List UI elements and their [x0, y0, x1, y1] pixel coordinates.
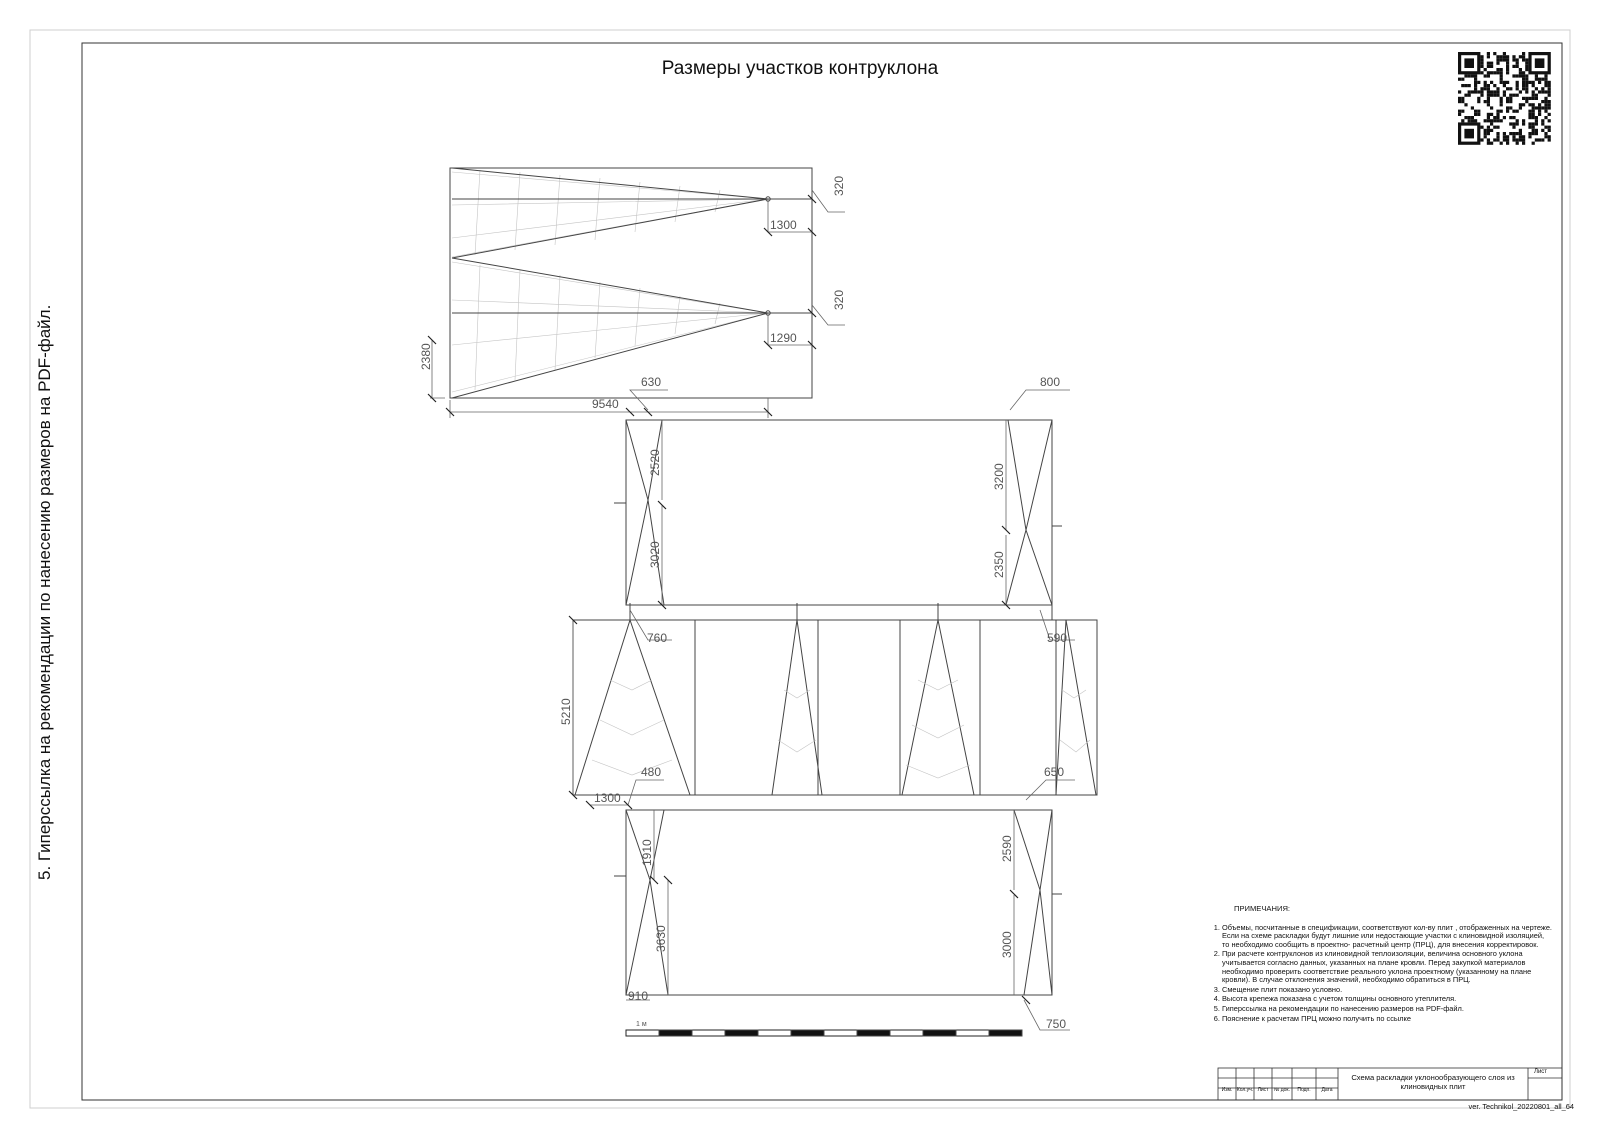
stamp-col-label: Изм. — [1221, 1087, 1233, 1093]
version-label: ver. Technikol_20220801_all_64 — [1468, 1102, 1574, 1111]
dim-480: 480 — [641, 765, 662, 779]
dimension-labels — [419, 176, 1067, 1031]
notes-block — [1208, 905, 1553, 1024]
bottom-section-outline — [626, 810, 1052, 995]
drain-stubs-2 — [614, 876, 1062, 894]
top-section-axes — [452, 199, 812, 313]
left-valley-1 — [626, 420, 664, 605]
dimension-ticks — [428, 195, 1030, 1004]
top-section-outline — [450, 168, 812, 398]
note-item: 1. Объемы, посчитанные в спецификации, соответствуют кол-ву плит , отображенных на чертеже. Если на схеме раскладки будут лишние или недостающие участки с клиновидной изоляцией, то необходимо сообщить в проектно- расчетный центр (ПРЦ), для внесения корректировок. — [1222, 924, 1553, 950]
note-item: 3. Смещение плит показано условно. — [1222, 986, 1553, 995]
dim-1300-bottom: 1300 — [594, 791, 621, 805]
scale-label: 1 м — [636, 1021, 647, 1028]
dim-3630: 3630 — [654, 925, 668, 952]
note-item: 4. Высота крепежа показана с учетом толщины основного утеплителя. — [1222, 995, 1553, 1004]
dim-1300-top: 1300 — [770, 218, 797, 232]
dim-2520: 2520 — [648, 449, 662, 476]
stamp-col-label: Дата — [1321, 1087, 1333, 1093]
dimension-lines — [430, 190, 1075, 1030]
right-valley-2 — [1014, 810, 1052, 995]
dim-5210: 5210 — [559, 698, 573, 725]
dim-1910: 1910 — [640, 839, 654, 866]
notes-list — [1208, 924, 1553, 1024]
dim-650: 650 — [1044, 765, 1065, 779]
note-item: 2. При расчете контруклонов из клиновидной теплоизоляции, величина основного уклона учитывается согласно данных, указанных на плане кровли. Перед закупкой материалов необходимо проверить соответствие реального уклона проектному (указанному на плане кровли). В случае отклонения значений, необходимо обратиться в ПРЦ. — [1222, 950, 1553, 984]
dim-630: 630 — [641, 375, 662, 389]
stamp-col-label: Лист — [1257, 1087, 1269, 1093]
notes-heading: ПРИМЕЧАНИЯ: — [1234, 904, 1291, 913]
dim-760: 760 — [647, 631, 668, 645]
page-title: Размеры участков контруклона — [661, 58, 939, 79]
valley-hatch — [592, 680, 1090, 778]
upper-middle-section-outline — [626, 420, 1052, 605]
stamp-col-label: Кол.уч. — [1236, 1087, 1254, 1093]
dim-1290: 1290 — [770, 331, 797, 345]
dim-800: 800 — [1040, 375, 1061, 389]
top-section-ridges — [452, 168, 768, 398]
top-section-hatch — [452, 170, 768, 392]
dim-2590: 2590 — [1000, 835, 1014, 862]
dim-9540: 9540 — [592, 397, 619, 411]
stamp-title: Схема раскладки уклонообразующего слоя из клиновидных плит — [1351, 1073, 1515, 1091]
dim-2350: 2350 — [992, 551, 1006, 578]
dim-3200: 3200 — [992, 463, 1006, 490]
dim-910: 910 — [628, 989, 649, 1003]
stamp-col-label: Подп. — [1297, 1087, 1311, 1093]
note-item[interactable]: 6. Пояснение к расчетам ПРЦ можно получить по ссылке — [1222, 1015, 1553, 1024]
dim-750: 750 — [1046, 1017, 1067, 1031]
stamp-sheet-label: Лист — [1534, 1069, 1548, 1075]
drain-stubs-1 — [614, 503, 1062, 526]
dim-3020: 3020 — [648, 541, 662, 568]
scale-bar — [626, 1030, 1022, 1036]
dim-320-bottom: 320 — [832, 289, 846, 310]
valley-drains — [630, 603, 1052, 620]
stamp-col-label: № док. — [1273, 1087, 1291, 1093]
left-valley-2 — [626, 810, 668, 995]
dim-2380: 2380 — [419, 343, 433, 370]
note-item[interactable]: 5. Гиперссылка на рекомендации по нанесению размеров на PDF-файл. — [1222, 1005, 1553, 1014]
right-valley-1 — [1006, 420, 1052, 605]
dim-590: 590 — [1047, 631, 1068, 645]
dim-3000: 3000 — [1000, 931, 1014, 958]
dim-320-top: 320 — [832, 175, 846, 196]
section-dividers — [695, 620, 1056, 795]
side-note: 5. Гиперссылка на рекомендации по нанесению размеров на PDF-файл. — [35, 304, 54, 880]
